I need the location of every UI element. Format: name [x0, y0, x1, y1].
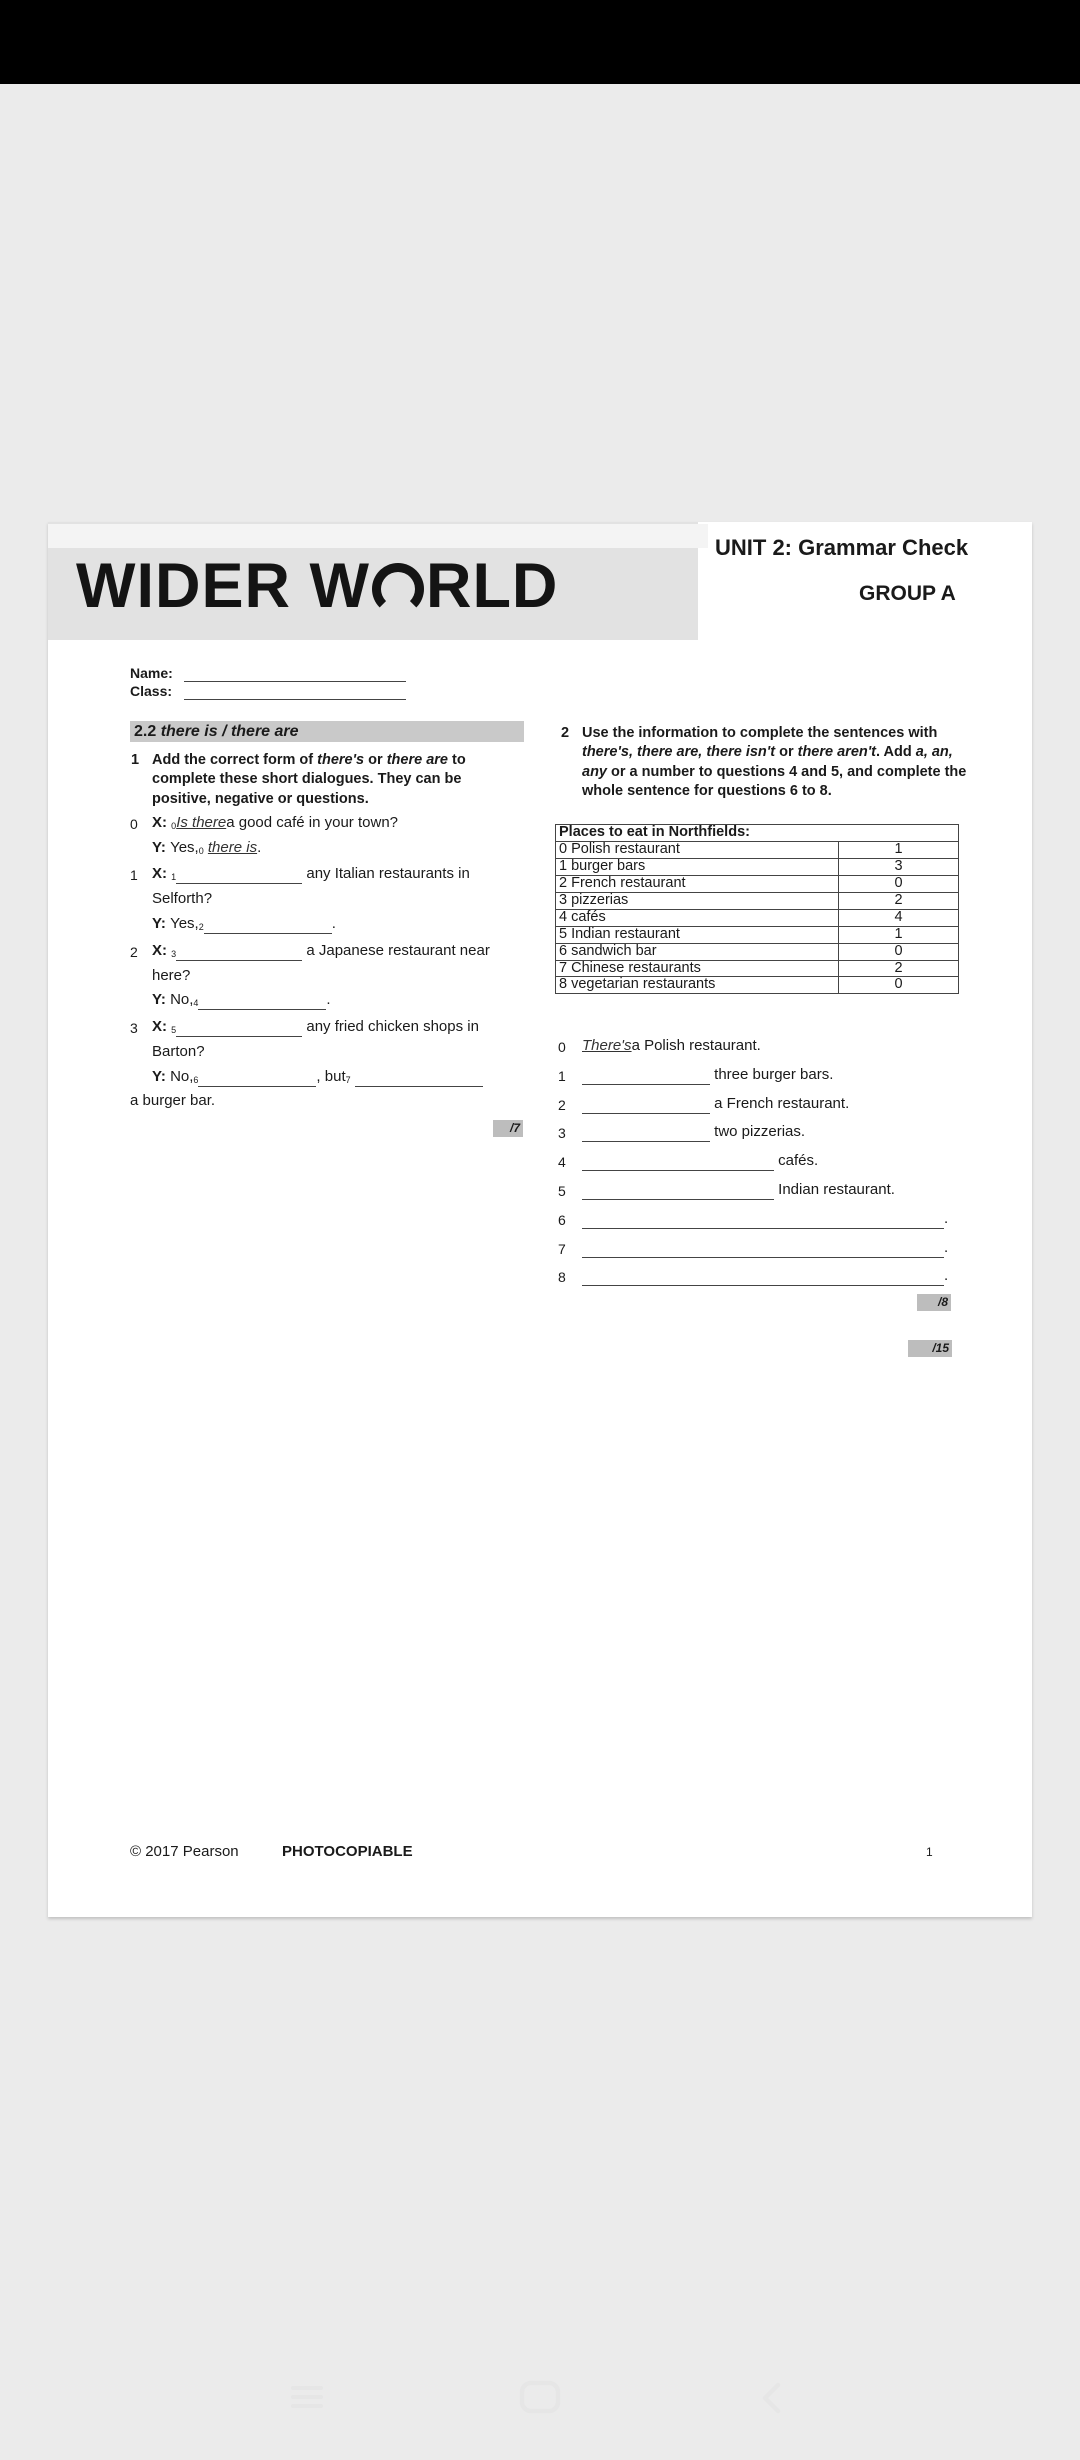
total-score-box: /15	[908, 1340, 952, 1357]
page-number: 1	[926, 1845, 933, 1859]
table-cell-value: 2	[839, 960, 959, 977]
ex2-sentence-number: 4	[558, 1154, 566, 1170]
table-row	[556, 875, 959, 892]
section-title: there is / there are	[160, 723, 299, 740]
worksheet-page	[48, 522, 1032, 1917]
ex1-item3-x	[152, 1017, 479, 1037]
table-row	[556, 858, 959, 875]
ex1-instr-italic: there are	[386, 752, 448, 768]
ex1-item0-y	[152, 838, 261, 858]
table-cell-place: 2 French restaurant	[556, 875, 839, 892]
table-cell-value: 0	[839, 943, 959, 960]
name-label: Name:	[130, 665, 173, 681]
ex2-sentence-3	[582, 1122, 805, 1142]
example-answer: there is	[207, 839, 258, 856]
sentence-text: .	[944, 1267, 949, 1284]
table-cell-place: 6 sandwich bar	[556, 943, 839, 960]
ex2-sentence-number: 0	[558, 1039, 566, 1055]
dialogue-text: No,	[170, 1068, 194, 1085]
ex2-sentence-number: 7	[558, 1241, 566, 1257]
sentence-text: .	[944, 1239, 949, 1256]
table-cell-place: 7 Chinese restaurants	[556, 960, 839, 977]
ex2-instr-text: or a number to questions 4 and 5, and complete the whole sentence for questions 6 to 8.	[582, 763, 967, 799]
answer-blank[interactable]	[198, 994, 326, 1010]
ex2-sentence-1	[582, 1065, 833, 1085]
logo-o-mark	[372, 563, 424, 615]
answer-blank[interactable]	[582, 1184, 774, 1200]
ex1-item1-y	[152, 914, 336, 934]
speaker-x: X:	[152, 942, 167, 959]
speaker-x: X:	[152, 865, 167, 882]
answer-blank[interactable]	[582, 1069, 710, 1085]
dialogue-text: .	[326, 991, 331, 1008]
gap-number: 5	[171, 1024, 177, 1035]
ex1-instr-text: or	[364, 752, 387, 768]
home-icon[interactable]	[519, 2380, 561, 2414]
unit-title: UNIT 2: Grammar Check	[715, 535, 969, 560]
answer-blank[interactable]	[355, 1071, 483, 1087]
ex1-score-box: /7	[493, 1120, 523, 1137]
ex1-item-number: 2	[130, 944, 138, 960]
ex1-item-number: 1	[130, 867, 138, 883]
sentence-text: two pizzerias.	[714, 1123, 806, 1140]
gap-number: 1	[171, 871, 177, 882]
answer-blank[interactable]	[198, 1071, 316, 1087]
dialogue-text: , but	[316, 1068, 346, 1085]
gap-number: 7	[345, 1074, 351, 1085]
table-row	[556, 926, 959, 943]
table-row	[556, 892, 959, 909]
example-answer: There's	[582, 1037, 632, 1054]
name-line[interactable]	[184, 668, 406, 682]
ex1-item2-y	[152, 990, 331, 1010]
table-title: Places to eat in Northfields:	[556, 825, 959, 842]
places-table	[555, 824, 959, 994]
ex2-sentence-4	[582, 1151, 818, 1171]
ex1-item0-x	[152, 813, 398, 833]
gap-number: 4	[193, 997, 199, 1008]
ex2-sentence-number: 5	[558, 1183, 566, 1199]
ex2-score-box: /8	[917, 1294, 951, 1311]
speaker-x: X:	[152, 1018, 167, 1035]
ex2-sentence-8	[582, 1266, 948, 1286]
dialogue-text: No,	[170, 991, 194, 1008]
copyright-text: © 2017 Pearson	[130, 1843, 239, 1860]
gap-number: 2	[198, 921, 204, 932]
table-cell-place: 4 cafés	[556, 909, 839, 926]
ex2-instr-text: Use the information to complete the sentences with	[582, 725, 938, 741]
class-line[interactable]	[184, 686, 406, 700]
speaker-y: Y:	[152, 991, 166, 1008]
ex2-sentence-2	[582, 1094, 849, 1114]
table-row	[556, 977, 959, 994]
ex1-item2-x-cont: here?	[152, 967, 191, 984]
answer-blank[interactable]	[582, 1155, 774, 1171]
gap-number: 6	[193, 1074, 199, 1085]
speaker-y: Y:	[152, 915, 166, 932]
ex1-instr-text: Add the correct form of	[152, 752, 318, 768]
table-header-row	[556, 825, 959, 842]
name-field	[130, 664, 406, 682]
exercise2-number: 2	[561, 725, 570, 741]
group-label: GROUP A	[859, 582, 956, 605]
ex2-sentence-number: 6	[558, 1212, 566, 1228]
table-cell-value: 3	[839, 858, 959, 875]
class-label: Class:	[130, 683, 173, 699]
table-cell-value: 2	[839, 892, 959, 909]
answer-blank[interactable]	[176, 945, 302, 961]
wider-world-logo	[76, 546, 558, 628]
table-cell-place: 8 vegetarian restaurants	[556, 977, 839, 994]
table-cell-place: 0 Polish restaurant	[556, 841, 839, 858]
ex1-item1-x-cont: Selforth?	[152, 890, 213, 907]
ex2-sentence-6	[582, 1209, 948, 1229]
ex1-item3-y-cont: a burger bar.	[130, 1092, 216, 1109]
answer-blank[interactable]	[204, 918, 332, 934]
ex2-sentence-number: 1	[558, 1068, 566, 1084]
ex1-item3-x-cont: Barton?	[152, 1043, 205, 1060]
table-cell-place: 1 burger bars	[556, 858, 839, 875]
dialogue-text: any fried chicken shops in	[306, 1018, 479, 1035]
table-row	[556, 943, 959, 960]
recent-apps-icon[interactable]	[291, 2384, 323, 2410]
dialogue-text: .	[257, 839, 262, 856]
gap-number: 3	[171, 948, 177, 959]
exercise2-instruction	[561, 724, 972, 801]
ex1-instr-text: to complete these short dialogues. They can be positive, negative or questions.	[152, 752, 466, 807]
sentence-text: three burger bars.	[714, 1066, 834, 1083]
ex1-item-number: 0	[130, 816, 138, 832]
speaker-y: Y:	[152, 1068, 166, 1085]
ex2-instr-text: . Add	[876, 744, 916, 761]
table-cell-value: 4	[839, 909, 959, 926]
section-number: 2.2	[134, 723, 157, 740]
ex2-instr-italic: there's, there are, there isn't	[582, 744, 776, 761]
sentence-text: a French restaurant.	[714, 1095, 850, 1112]
gap-number: 0	[198, 845, 204, 856]
table-cell-value: 0	[839, 875, 959, 892]
back-icon[interactable]	[760, 2381, 782, 2415]
table-cell-value: 1	[839, 926, 959, 943]
table-row	[556, 960, 959, 977]
dialogue-text: .	[331, 915, 336, 932]
dialogue-text: Yes,	[170, 839, 199, 856]
answer-blank[interactable]	[582, 1213, 944, 1229]
answer-blank[interactable]	[582, 1126, 710, 1142]
answer-blank[interactable]	[176, 868, 302, 884]
example-answer: Is there	[176, 814, 227, 831]
header-banner-stripe	[48, 524, 708, 548]
ex2-sentence-7	[582, 1238, 948, 1258]
speaker-x: X:	[152, 814, 167, 831]
section-heading	[130, 721, 524, 742]
logo-text-part1: WIDER W	[76, 551, 370, 621]
table-cell-value: 1	[839, 841, 959, 858]
dialogue-text: Yes,	[170, 915, 199, 932]
ex2-sentence-number: 2	[558, 1097, 566, 1113]
ex2-sentence-number: 3	[558, 1125, 566, 1141]
ex2-instr-text: or	[775, 744, 798, 761]
photocopiable-label: PHOTOCOPIABLE	[282, 1843, 413, 1860]
gap-number: 0	[171, 820, 177, 831]
class-field	[130, 682, 406, 700]
table-cell-value: 0	[839, 977, 959, 994]
sentence-text: Indian restaurant.	[778, 1181, 895, 1198]
dialogue-text: a Japanese restaurant near	[306, 942, 490, 959]
table-row	[556, 909, 959, 926]
ex1-item2-x	[152, 941, 490, 961]
answer-blank[interactable]	[582, 1098, 710, 1114]
ex1-instr-italic: there's	[317, 752, 365, 768]
exercise1-number: 1	[131, 752, 140, 768]
logo-text-part2: RLD	[425, 551, 559, 621]
speaker-y: Y:	[152, 839, 166, 856]
answer-blank[interactable]	[582, 1270, 944, 1286]
table-cell-place: 5 Indian restaurant	[556, 926, 839, 943]
exercise1-instruction	[131, 751, 522, 809]
sentence-text: .	[944, 1210, 949, 1227]
ex2-sentence-0	[582, 1036, 761, 1056]
sentence-text: a Polish restaurant.	[631, 1037, 761, 1054]
table-cell-place: 3 pizzerias	[556, 892, 839, 909]
ex2-instr-italic: there aren't	[797, 744, 877, 761]
answer-blank[interactable]	[582, 1242, 944, 1258]
table-row	[556, 841, 959, 858]
ex1-item-number: 3	[130, 1020, 138, 1036]
answer-blank[interactable]	[176, 1021, 302, 1037]
ex2-sentence-number: 8	[558, 1269, 566, 1285]
ex1-item3-y	[152, 1067, 483, 1087]
ex2-sentence-5	[582, 1180, 895, 1200]
status-bar	[0, 0, 1080, 84]
dialogue-text: any Italian restaurants in	[306, 865, 470, 882]
ex1-item1-x	[152, 864, 470, 884]
ex2-instr-italic: a, an, any	[582, 744, 953, 780]
dialogue-text: a good café in your town?	[226, 814, 399, 831]
sentence-text: cafés.	[778, 1152, 819, 1169]
